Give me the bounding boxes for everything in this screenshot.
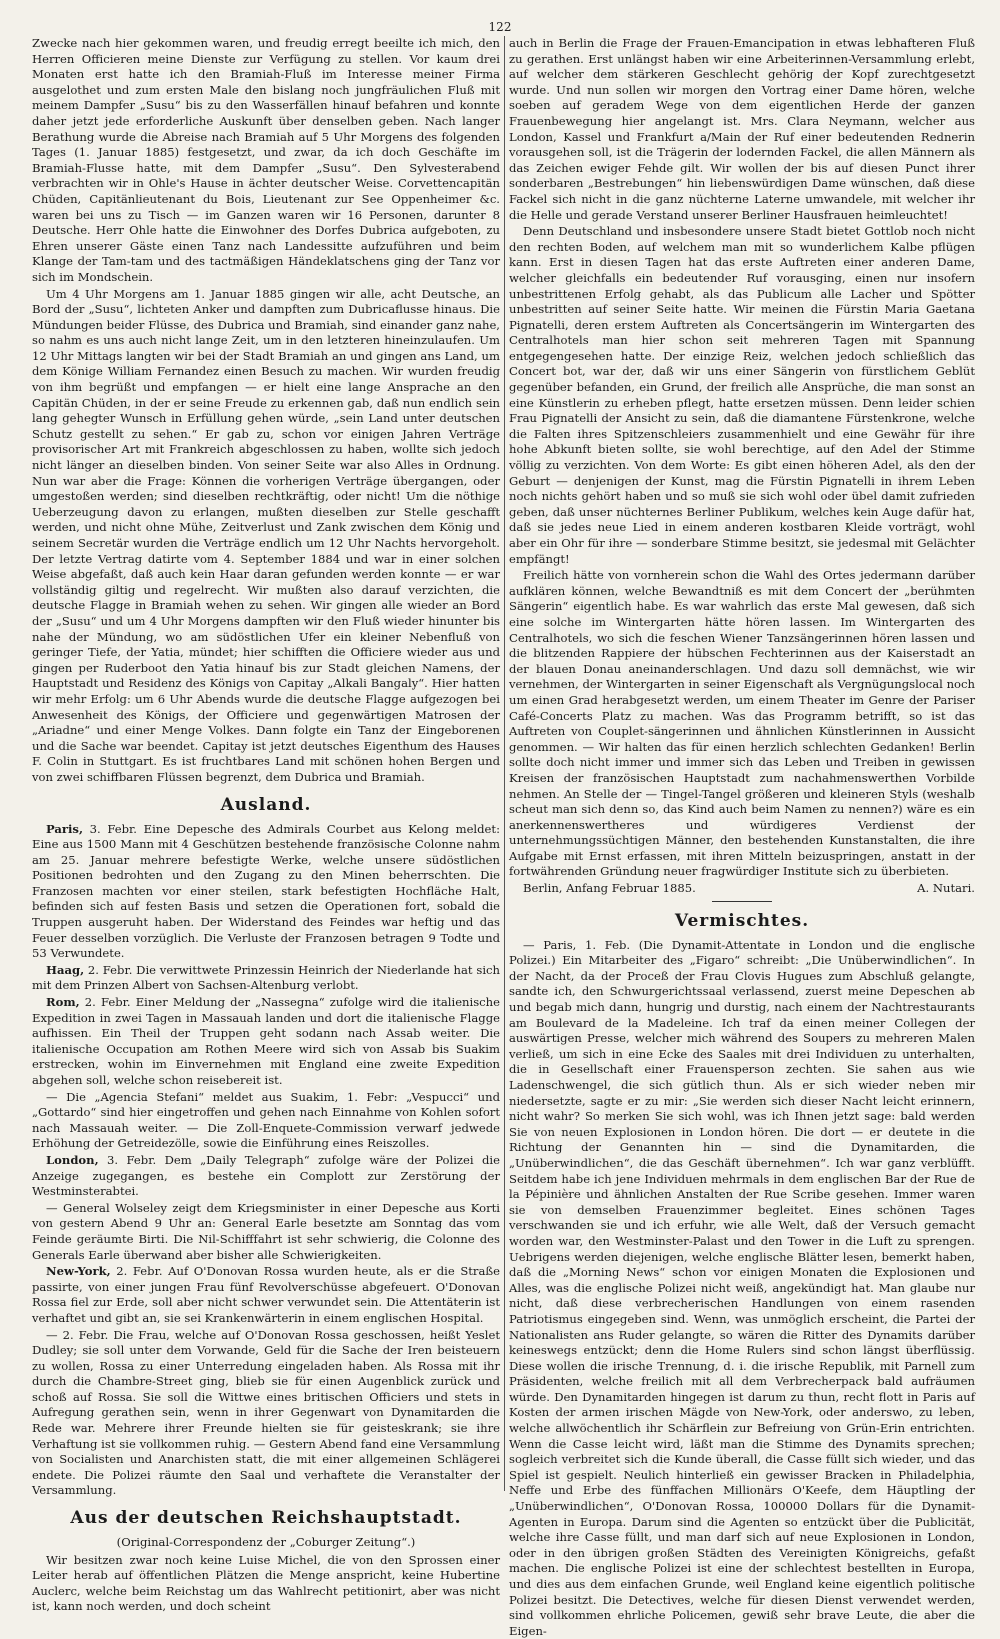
section-title-reichshauptstadt: Aus der deutschen Reichshauptstadt. [70, 1508, 462, 1529]
news-item [32, 1201, 500, 1263]
signature-line [509, 881, 975, 897]
article-paragraph: Wir besitzen zwar noch keine Luise Michel, die von den Sprossen einer Leiter herab auf öffentlichen Plätzen die Menge anspricht, keine Hubertine Auclerc, welche beim Reichstag um das Wahlrecht petitionirt, aber was nicht ist, kann noch werden, und doch scheint [32, 1552, 500, 1614]
dateline: Rom, [46, 995, 80, 1010]
article-paragraph: auch in Berlin die Frage der Frauen-Emancipation in etwas lebhafteren Fluß zu gerathen. Erst unlängst haben wir eine Arbeiterinnen-Versammlung erlebt, auf welcher dem stärkeren Geschlecht gehörig der Kopf zurechtgesetzt wurde. Und nun sollen wir morgen den Vortrag einer Dame hören, welche soeben auf geradem Wege von dem eigentlichen Herde der ganzen Frauenbewegung hier angelangt ist. Mrs. Clara Neymann, welcher aus London, Kassel und Frankfurt a/Main der Ruf einer bedeutenden Rednerin vorausgehen soll, ist die Trägerin der lodernden Fackel, die allen Männern als das Zeichen ewiger Fehde gilt. Wir wollen der bis auf diesen Punct ihrer sonderbaren „Bestrebungen“ hin liebenswürdigen Dame wünschen, daß diese Fackel sich nicht in die ganz nüchterne Laterne umwandele, mit welcher ihr die Helle und gerade Verstand unserer Berliner Hausfrauen heimleuchtet! [509, 36, 975, 222]
dateline: New-York, [46, 1264, 111, 1279]
dateline: Haag, [46, 962, 85, 977]
article-paragraph: Denn Deutschland und insbesondere unsere Stadt bietet Gottlob noch nicht den rechten Boden, auf welchem man mit so wunderlichem Kalbe pflügen kann. Erst in diesen Tagen hat das erste Auftreten einer anderen Dame, welcher gleichfalls ein bedeutender Ruf vorausging, einen nur insofern unbestrittenen Erfolg gehabt, als das Publicum alle Lacher und Spötter unbestritten auf seiner Seite hatte. Wir meinen die Fürstin Maria Gaetana Pignatelli, deren erstem Auftreten als Concertsängerin im Wintergarten des Centralhotels man hier schon seit mehreren Tagen mit Spannung entgegengesehen hatte. Der einzige Reiz, welchen jedoch schließlich das Concert bot, war der, daß wir uns einer Sängerin von fürstlichem Geblüt gegenüber befanden, ein Grund, der freilich alle Ansprüche, die man sonst an eine Künstlerin zu erheben pflegt, hatte ersetzen müssen. Denn leider schien Frau Pignatelli der Ansicht zu sein, daß die diamantene Fürstenkrone, welche die Falten ihres Spitzenschleiers zusammenhielt und eine Gewähr für ihre hohe Abkunft bieten sollte, sie wohl berechtige, auf den Adel der Stimme völlig zu verzichten. Von dem Worte: Es gibt einen höheren Adel, als den der Geburt — denjenigen der Kunst, mag die Fürstin Pignatelli in ihrem Leben noch nichts gehört haben und so muß sie sich wohl oder übel damit zufrieden geben, daß unser nüchternes Berliner Publikum, welches kein Auge dafür hat, daß sie jedes neue Lied in einem anderen kostbaren Kleide vorträgt, wohl aber ein Ohr für ihre — sonderbare Stimme besitzt, sie jedesmal mit Gelächter empfängt! [509, 224, 975, 566]
section-rule [712, 901, 772, 902]
article-paragraph: Um 4 Uhr Morgens am 1. Januar 1885 gingen wir alle, acht Deutsche, an Bord der „Susu“, lichteten Anker und dampften zum Dubricaflusse hinaus. Die Mündungen beider Flüsse, des Dubrica und Bramiah, sind einander ganz nahe, so nahm es uns auch nicht lange Zeit, um in den letzteren hineinzulaufen. Um 12 Uhr Mittags langten wir bei der Stadt Bramiah an und gingen ans Land, um dem Könige William Fernandez einen Besuch zu machen. Wir wurden freudig von ihm begrüßt und empfangen — er hielt eine lange Ansprache an den Capitän Chüden, in der er seine Freude zu erkennen gab, daß nun endlich sein lang gehegter Wunsch in Erfüllung gehen würde, „sein Land unter deutschen Schutz gestellt zu sehen.“ Er gab zu, schon vor einigen Jahren Verträge provisorischer Art mit Frankreich abgeschlossen zu haben, wollte sich jedoch nicht länger an dieselben binden. Von seiner Seite war also Alles in Ordnung. Nun war aber die Frage: Können die vorherigen Verträge übergangen, oder umgestoßen werden; sind dieselben rechtkräftig, oder nicht! Um die nöthige Ueberzeugung davon zu erlangen, mußten dieselben zur Stelle geschafft werden, und nicht ohne Mühe, Zeitverlust und Zank zwischen dem König und seinem Secretär wurden die Verträge endlich um 12 Uhr Nachts hervorgeholt. Der letzte Vertrag datirte vom 4. September 1884 und war in einer solchen Weise abgefaßt, daß auch kein Haar daran gefunden werden konnte — er war vollständig giltig und regelrecht. Wir mußten also darauf verzichten, die deutsche Flagge in Bramiah wehen zu sehen. Wir gingen alle wieder an Bord der „Susu“ und um 4 Uhr Morgens dampften wir den Fluß wieder hinunter bis nahe der Mündung, wo am südöstlichen Ufer ein kleiner Nebenfluß von geringer Tiefe, der Yatia, mündet; hier schifften die Officiere wieder aus und gingen per Ruderboot den Yatia hinauf bis zur Stadt gleichen Namens, der Hauptstadt und Residenz des Königs von Capitay „Alkali Bangaly“. Hier hatten wir mehr Erfolg: um 6 Uhr Abends wurde die deutsche Flagge aufgezogen bei Anwesenheit des Königs, der Officiere und gegenwärtigen Matrosen der „Ariadne“ und einer Menge Volkes. Dann folgte ein Tanz der Eingeborenen und die Sache war beendet. Capitay ist jetzt deutsches Eigenthum des Hauses F. Colin in Stuttgart. Es ist fruchtbares Land mit schönen hohen Bergen und von zwei schiffbaren Flüssen begrenzt, dem Dubrica und Bramiah. [32, 286, 500, 784]
right-column [509, 36, 975, 1638]
article-paragraph: — Paris, 1. Feb. (Die Dynamit-Attentate in London und die englische Polizei.) Ein Mitarbeiter des „Figaro“ schreibt: „Die Unüberwindlichen“. In der Nacht, da der Proceß der Frau Clovis Hugues zum Abschluß gelangte, sandte ich, den Schwurgerichtssaal verlassend, zuerst meine Depeschen ab und begab mich dann, hungrig und durstig, nach einem der Nachtrestaurants am Boulevard de la Madeleine. Ich traf da einen meiner Collegen der auswärtigen Presse, welcher mich während des Soupers zu mehreren Malen verließ, um sich in eine Ecke des Saales mit drei Individuen zu unterhalten, die in Gesellschaft einer Frauensperson zechten. Sie sahen aus wie Ladenschwengel, die sich gütlich thun. Als er sich wieder neben mir niedersetzte, sagte er zu mir: „Sie werden sich dieser Nacht leicht erinnern, nicht wahr? So merken Sie sich wohl, was ich Ihnen jetzt sage: bald werden Sie von neuen Explosionen in London hören. Die dort — er deutete in die Richtung der Genannten hin — sind die Dynamitarden, die „Unüberwindlichen“, die das Geschäft übernehmen“. Ich war ganz verblüfft. Seitdem habe ich jene Individuen mehrmals in dem englischen Bar der Rue de la Pépinière und ähnlichen Anstalten der Rue Scribe gesehen. Immer waren sie von demselben Frauenzimmer begleitet. Eines schönen Tages verschwanden sie und ich erfuhr, wie alle Welt, daß der Versuch gemacht worden war, den Westminster-Palast und den Tower in die Luft zu sprengen. Uebrigens werden diejenigen, welche englische Blätter lesen, bemerkt haben, daß die „Morning News“ schon vor einigen Monaten die Explosionen und Alles, was die englische Polizei nicht weiß, angekündigt hat. Man glaube nur nicht, daß diese verbrecherischen Handlungen von einem rasenden Patriotismus eingegeben sind. Wenn, was unmöglich erscheint, die Partei der Nationalisten ans Ruder gelangte, so wären die Ritter des Dynamits darüber keineswegs entzückt; denn die Home Rulers sind schon längst überflüssig. Diese wollen die irische Trennung, d. i. die irische Republik, mit Parnell zum Präsidenten, welche freilich mit all dem Verbrecherpack bald aufräumen würde. Den Dynamitarden hingegen ist darum zu thun, recht flott in Paris auf Kosten der armen irischen Mägde von New-York, oder anderswo, zu leben, welche allwöchentlich ihr Schärflein zur Befreiung von Grün-Erin entrichten. Wenn die Casse leicht wird, läßt man die Stimme des Dynamits sprechen; sogleich verbreitet sich die Kunde überall, die Casse füllt sich wieder, und das Spiel ist gespielt. Neulich hinterließ ein gewisser Bracken in Philadelphia, Neffe und Erbe des fünffachen Millionärs O'Keefe, dem Häuptling der „Unüberwindlichen“, O'Donovan Rossa, 100000 Dollars für die Dynamit-Agenten in Europa. Darum sind die Agenten so entzückt über die Publicität, welche ihre Casse füllt, und man darf sich auf neue Explosionen in London, oder in den übrigen großen Städten des Vereinigten Königreichs, gefaßt machen. Die englische Polizei ist eine der schlechtest bestellten in Europa, und dies aus dem einfachen Grunde, weil England keine eigentlich politische Polizei besitzt. Die Detectives, welche für diesen Dienst verwendet werden, sind vollkommen ehrliche Policemen, gewiß sehr brave Leute, die aber die Eigen- [509, 937, 975, 1638]
news-item [32, 1328, 500, 1500]
column-divider [504, 36, 505, 1491]
left-column [32, 36, 500, 1614]
news-text: — Die „Agencia Stefani“ meldet aus Suakim, 1. Febr: „Vespucci“ und „Gottardo“ sind hier eingetroffen und gehen nach Einnahme von Kohlen sofort nach Massauah weiter. — Die Zoll-Enquete-Commission verwarf jedwede Erhöhung der Getreidezölle, sowie die Einführung eines Reiszolles. [32, 1089, 500, 1151]
news-text: 3. Febr. Dem „Daily Telegraph“ zufolge wäre der Polizei die Anzeige zugegangen, es bestehe ein Complott zur Zerstörung der Westminsterabtei. [32, 1152, 500, 1199]
news-item [32, 1090, 500, 1152]
dateline: Paris, [46, 821, 83, 836]
signature-name: A. Nutari. [917, 881, 975, 896]
news-item [32, 995, 500, 1089]
news-text: 2. Febr. Einer Meldung der „Nassegna“ zufolge wird die italienische Expedition in zwei Tagen in Massauah landen und dort die italienische Flagge aufhissen. Ein Theil der Truppen geht sodann nach Assab weiter. Die italienische Occupation am Rothen Meere wird sich von Assab bis Suakim erstrecken, wohin im Einvernehmen mit England eine zweite Expedition abgehen soll, welche schon reisebereit ist. [32, 995, 500, 1087]
news-item [32, 1264, 500, 1326]
dateline: London, [46, 1152, 99, 1167]
article-paragraph: Zwecke nach hier gekommen waren, und freudig erregt beeilte ich mich, den Herren Officieren meine Dienste zur Verfügung zu stellen. Vor kaum drei Monaten erst hatte ich den Bramiah-Fluß im Interesse meiner Firma ausgelothet und zum ersten Male den bislang noch jungfräulichen Fluß mit meinem Dampfer „Susu“ bis zu den Wasserfällen hinauf befahren und konnte daher jetzt jede erforderliche Auskunft über denselben geben. Nach langer Berathung wurde die Abreise nach Bramiah auf 5 Uhr Morgens des folgenden Tages (1. Januar 1885) festgesetzt, und zwar, da ich doch Geschäfte im Bramiah-Flusse hatte, mit dem Dampfer „Susu“. Den Sylvesterabend verbrachten wir in Ohle's Hause in ächter deutscher Weise. Corvettencapitän Chüden, Capitänlieutenant du Bois, Lieutenant zur See Oppenheimer &c. waren bei uns zu Tisch — im Ganzen waren wir 16 Personen, darunter 8 Deutsche. Herr Ohle hatte die Einwohner des Dorfes Dubrica aufgeboten, zu Ehren unserer Gäste einen Tanz nach Landessitte aufzuführen und beim Klange der Tam-tam und des tactmäßigen Händeklatschens ging der Tanz vor sich im Mondschein. [32, 36, 500, 284]
news-text: 2. Febr. Auf O'Donovan Rossa wurden heute, als er die Straße passirte, von einer jungen Frau fünf Revolverschüsse abgefeuert. O'Donovan Rossa fiel zur Erde, soll aber nicht schwer verwundet sein. Die Attentäterin ist verhaftet und gibt an, sie sei Krankenwärterin in einem englischen Hospital. [32, 1264, 500, 1325]
news-text: 2. Febr. Die verwittwete Prinzessin Heinrich der Niederlande hat sich mit dem Prinzen Albert von Sachsen-Altenburg verlobt. [32, 962, 500, 993]
news-item [32, 1153, 500, 1200]
article-paragraph: Freilich hätte von vornherein schon die Wahl des Ortes jedermann darüber aufklären können, welche Bewandtniß es mit dem Concert der „berühmten Sängerin“ eigentlich habe. Es war wahrlich das erste Mal gewesen, daß sich eine solche im Wintergarten hätte hören lassen. Im Wintergarten des Centralhotels, wo sich die feschen Wiener Tanzsängerinnen hören lassen und die blitzenden Rappiere der hübschen Fechterinnen aus der Kaiserstadt an der blauen Donau aneinanderschlagen. Und dazu soll demnächst, wie wir vernehmen, der Wintergarten in seiner Eigenschaft als Vergnügungslocal noch um einen Grad herabgesetzt werden, um einem Theater im Genre der Pariser Café-Concerts Platz zu machen. Was das Programm betrifft, so ist das Auftreten von Couplet-sängerinnen und ähnlichen Künstlerinnen in Aussicht genommen. — Wir halten das für einen herzlich schlechten Gedanken! Berlin sollte doch nicht immer und immer sich das Leben und Treiben in gewissen Kreisen der französischen Hauptstadt zum nachahmenswerthen Vorbilde nehmen. An Stelle der — Tingel-Tangel größeren und kleineren Styls (weshalb scheut man sich denn so, das Kind auch beim Namen zu nennen?) wäre es ein anerkennenswertheres und würdigeres Verdienst der unternehmungssüchtigen Männer, den bestehenden Kunstanstalten, die ihre Aufgabe mit Ernst erfassen, mit ihren Mitteln beizuspringen, anstatt in der fortwährenden Gründung neuer fragwürdiger Institute sich zu überbieten. [509, 568, 975, 879]
news-item [32, 822, 500, 962]
section-title-ausland: Ausland. [220, 794, 312, 815]
page-number: 122 [488, 20, 512, 34]
news-text: 3. Febr. Eine Depesche des Admirals Courbet aus Kelong meldet: Eine aus 1500 Mann mit 4 Geschützen bestehende französische Colonne nahm am 25. Januar mehrere befestigte Werke, welche unsere südöstlichen Positionen bedrohten und den Zugang zu den Minen beherrschten. Die Franzosen machten vor einer steilen, stark befestigten Hochfläche Halt, befinden sich auf festen Basis und setzen die Operationen fort, sobald die Truppen ausgeruht haben. Der Widerstand des Feindes war heftig und das Feuer desselben vorzüglich. Die Verluste der Franzosen betragen 9 Todte und 53 Verwundete. [32, 821, 500, 961]
news-text: — General Wolseley zeigt dem Kriegsminister in einer Depesche aus Korti von gestern Abend 9 Uhr an: General Earle besetzte am Sonntag das vom Feinde geräumte Birti. Die Nil-Schifffahrt ist sehr schwierig, die Colonne des Generals Earle überwand aber bisher alle Schwierigkeiten. [32, 1200, 500, 1262]
news-text: — 2. Febr. Die Frau, welche auf O'Donovan Rossa geschossen, heißt Yeslet Dudley; sie soll unter dem Vorwande, Geld für die Sache der Iren beisteuern zu wollen, Rossa zu einer Unterredung eingeladen haben. Als Rossa mit ihr durch die Chambre-Street ging, blieb sie für einen Augenblick zurück und schoß auf Rossa. Sie soll die Wittwe eines britischen Officiers und stets in Aufregung gerathen sein, wenn in ihrer Gegenwart von Dynamitarden die Rede war. Mehrere ihrer Freunde hielten sie für geisteskrank; sie ihre Verhaftung ist sie vollkommen ruhig. — Gestern Abend fand eine Versammlung von Socialisten und Anarchisten statt, die mit einer allgemeinen Schlägerei endete. Die Polizei räumte den Saal und verhaftete die Veranstalter der Versammlung. [32, 1327, 500, 1498]
signature-place: Berlin, Anfang Februar 1885. [523, 881, 696, 896]
section-title-vermischtes: Vermischtes. [674, 910, 810, 931]
section-subtitle: (Original-Correspondenz der „Coburger Zeitung“.) [116, 1535, 416, 1550]
news-item [32, 963, 500, 994]
